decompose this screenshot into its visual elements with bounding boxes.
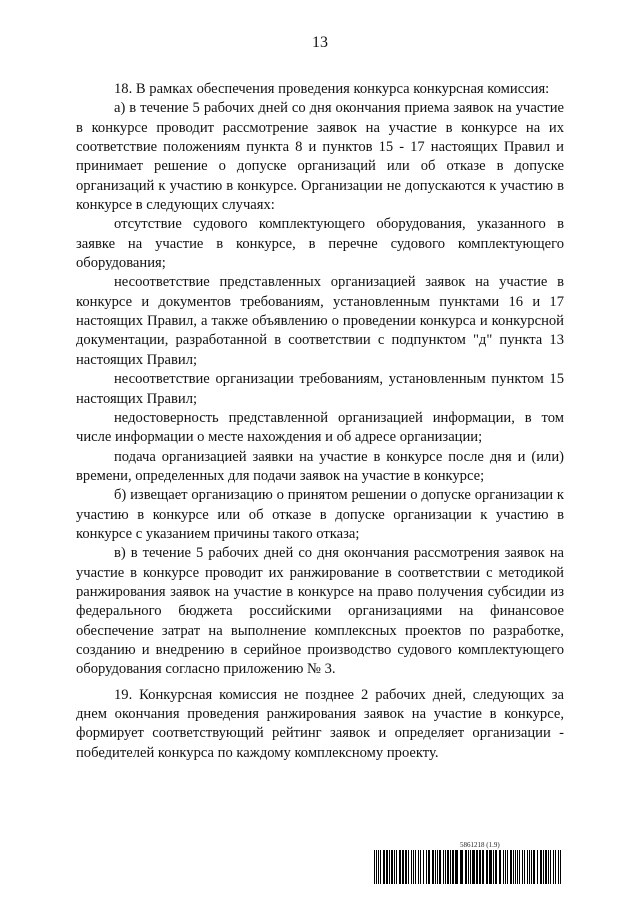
barcode [374, 850, 564, 884]
document-body [76, 80, 564, 763]
paragraph-case-documents: несоответствие представленных организацией заявок на участие в конкурсе и документов требованиям, установленным пунктами 16 и 17 настоящих Правил, а также объявлению о проведении конкурса и конкурсной документации, разработанной в соответствии с подпунктом "д" пункта 13 настоящих Правил; [76, 274, 564, 368]
paragraph-18-b: б) извещает организацию о принятом решении о допуске организации к участию в конкурсе или об отказе в допуске организации к участию в конкурсе с указанием причины такого отказа; [76, 487, 564, 542]
paragraph-case-requirements: несоответствие организации требованиям, установленным пунктом 15 настоящих Правил; [76, 371, 564, 407]
paragraph-18-v: в) в течение 5 рабочих дней со дня окончания рассмотрения заявок на участие в конкурсе проводит их ранжирование в соответствии с методикой ранжирования заявок на участие в конкурсе на право получения субсидии из федерального бюджета российскими организациями на финансовое обеспечение затрат на выполнение комплексных проектов по разработке, созданию и внедрению в серийное производство судового комплектующего оборудования согласно приложению № 3. [76, 545, 564, 678]
paragraph-case-late-submission: подача организацией заявки на участие в конкурсе после дня и (или) времени, определенных для подачи заявок на участие в конкурсе; [76, 448, 564, 484]
paragraph-19: 19. Конкурсная комиссия не позднее 2 рабочих дней, следующих за днем окончания проведения ранжирования заявок на участие в конкурсе, формирует соответствующий рейтинг заявок и определяет организации - победителей конкурса по каждому комплексному проекту. [76, 686, 564, 761]
paragraph-case-no-equipment: отсутствие судового комплектующего оборудования, указанного в заявке на участие в конкурсе, в перечне судового комплектующего оборудования; [76, 216, 564, 272]
paragraph-18-intro: 18. В рамках обеспечения проведения конкурса конкурсная комиссия: [114, 81, 550, 97]
document-code: 5861218 (1.9) [460, 841, 500, 849]
page-number: 13 [312, 34, 328, 51]
paragraph-case-false-info: недостоверность представленной организацией информации, в том числе информации о месте нахождения и об адресе организации; [76, 409, 564, 446]
paragraph-18-a: а) в течение 5 рабочих дней со дня окончания приема заявок на участие в конкурсе проводит рассмотрение заявок на участие в конкурсе на их соответствие положениям пункта 8 и пунктов 15 - 17 настоящих Правил и принимает решение о допуске организаций или об отказе в допуске организаций к участию в конкурсе. Организации не допускаются к участию в конкурсе в следующих случаях: [76, 100, 564, 214]
